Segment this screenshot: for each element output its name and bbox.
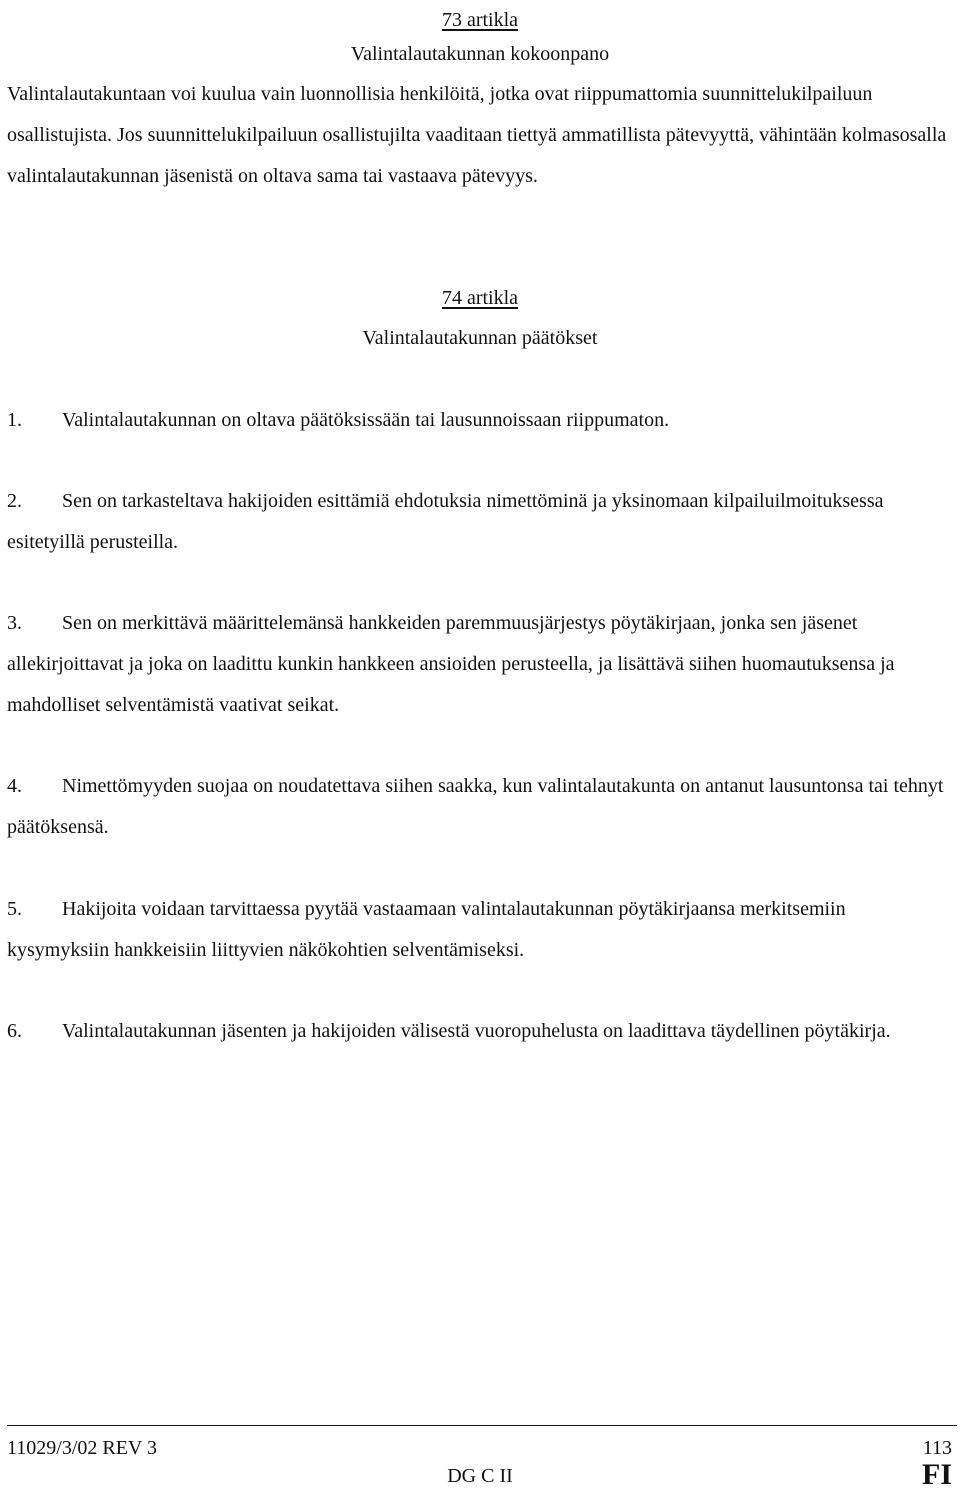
- paragraph-2: [7, 481, 952, 563]
- paragraph-number: 1.: [7, 409, 22, 431]
- article-74-number: 74 artikla: [441, 287, 519, 309]
- paragraph-number: 4.: [7, 775, 22, 797]
- footer-language-code: FI: [922, 1458, 952, 1491]
- paragraph-text: Hakijoita voidaan tarvittaessa pyytää vastaamaan valintalautakunnan pöytäkirjaansa merkitsemiin kysymyksiin hankkeisiin liittyvien näkökohtien selventämiseksi.: [7, 898, 846, 961]
- paragraph-1: [7, 400, 952, 441]
- paragraph-text: Valintalautakunnan on oltava päätöksissään tai lausunnoissaan riippumaton.: [62, 409, 670, 431]
- paragraph-text: Sen on tarkasteltava hakijoiden esittämiä ehdotuksia nimettöminä ja yksinomaan kilpailuilmoituksessa esitetyillä perusteilla.: [7, 490, 884, 553]
- paragraph-6: [7, 1011, 952, 1052]
- paragraph-number: 6.: [7, 1020, 22, 1042]
- paragraph-number: 5.: [7, 898, 22, 920]
- footer-divider: [7, 1425, 957, 1426]
- paragraph-4: [7, 766, 952, 848]
- footer-page-number: 113: [922, 1437, 952, 1459]
- paragraph-text: Nimettömyyden suojaa on noudatettava siihen saakka, kun valintalautakunta on antanut lausuntonsa tai tehnyt päätöksensä.: [7, 775, 944, 838]
- paragraph-number: 3.: [7, 612, 22, 634]
- article-73-heading: Valintalautakunnan kokoonpano: [350, 43, 610, 65]
- paragraph-text: Sen on merkittävä määrittelemänsä hankkeiden paremmuusjärjestys pöytäkirjaan, jonka sen jäsenet allekirjoittavat ja joka on laadittu kunkin hankkeen ansioiden perusteella, ja lisättävä siihen huomautuksensa ja mahdolliset selventämistä vaativat seikat.: [7, 612, 895, 716]
- article-73-body: Valintalautakuntaan voi kuulua vain luonnollisia henkilöitä, jotka ovat riippumattomia suunnittelukilpailuun osallistujista. Jos suunnittelukilpailuun osallistujilta vaaditaan tiettyä ammatillista pätevyyttä, vähintään kolmasosalla valintalautakunnan jäsenistä on oltava sama tai vastaava pätevyys.: [7, 83, 947, 187]
- paragraph-number: 2.: [7, 490, 22, 512]
- paragraph-3: [7, 603, 952, 726]
- footer-dg: DG C II: [447, 1465, 513, 1487]
- article-74-heading: Valintalautakunnan päätökset: [362, 327, 598, 349]
- paragraph-5: [7, 889, 952, 971]
- footer-doc-reference: 11029/3/02 REV 3: [7, 1437, 158, 1459]
- paragraph-text: Valintalautakunnan jäsenten ja hakijoiden välisestä vuoropuhelusta on laadittava täydellinen pöytäkirja.: [62, 1020, 891, 1042]
- article-73-number: 73 artikla: [441, 9, 519, 31]
